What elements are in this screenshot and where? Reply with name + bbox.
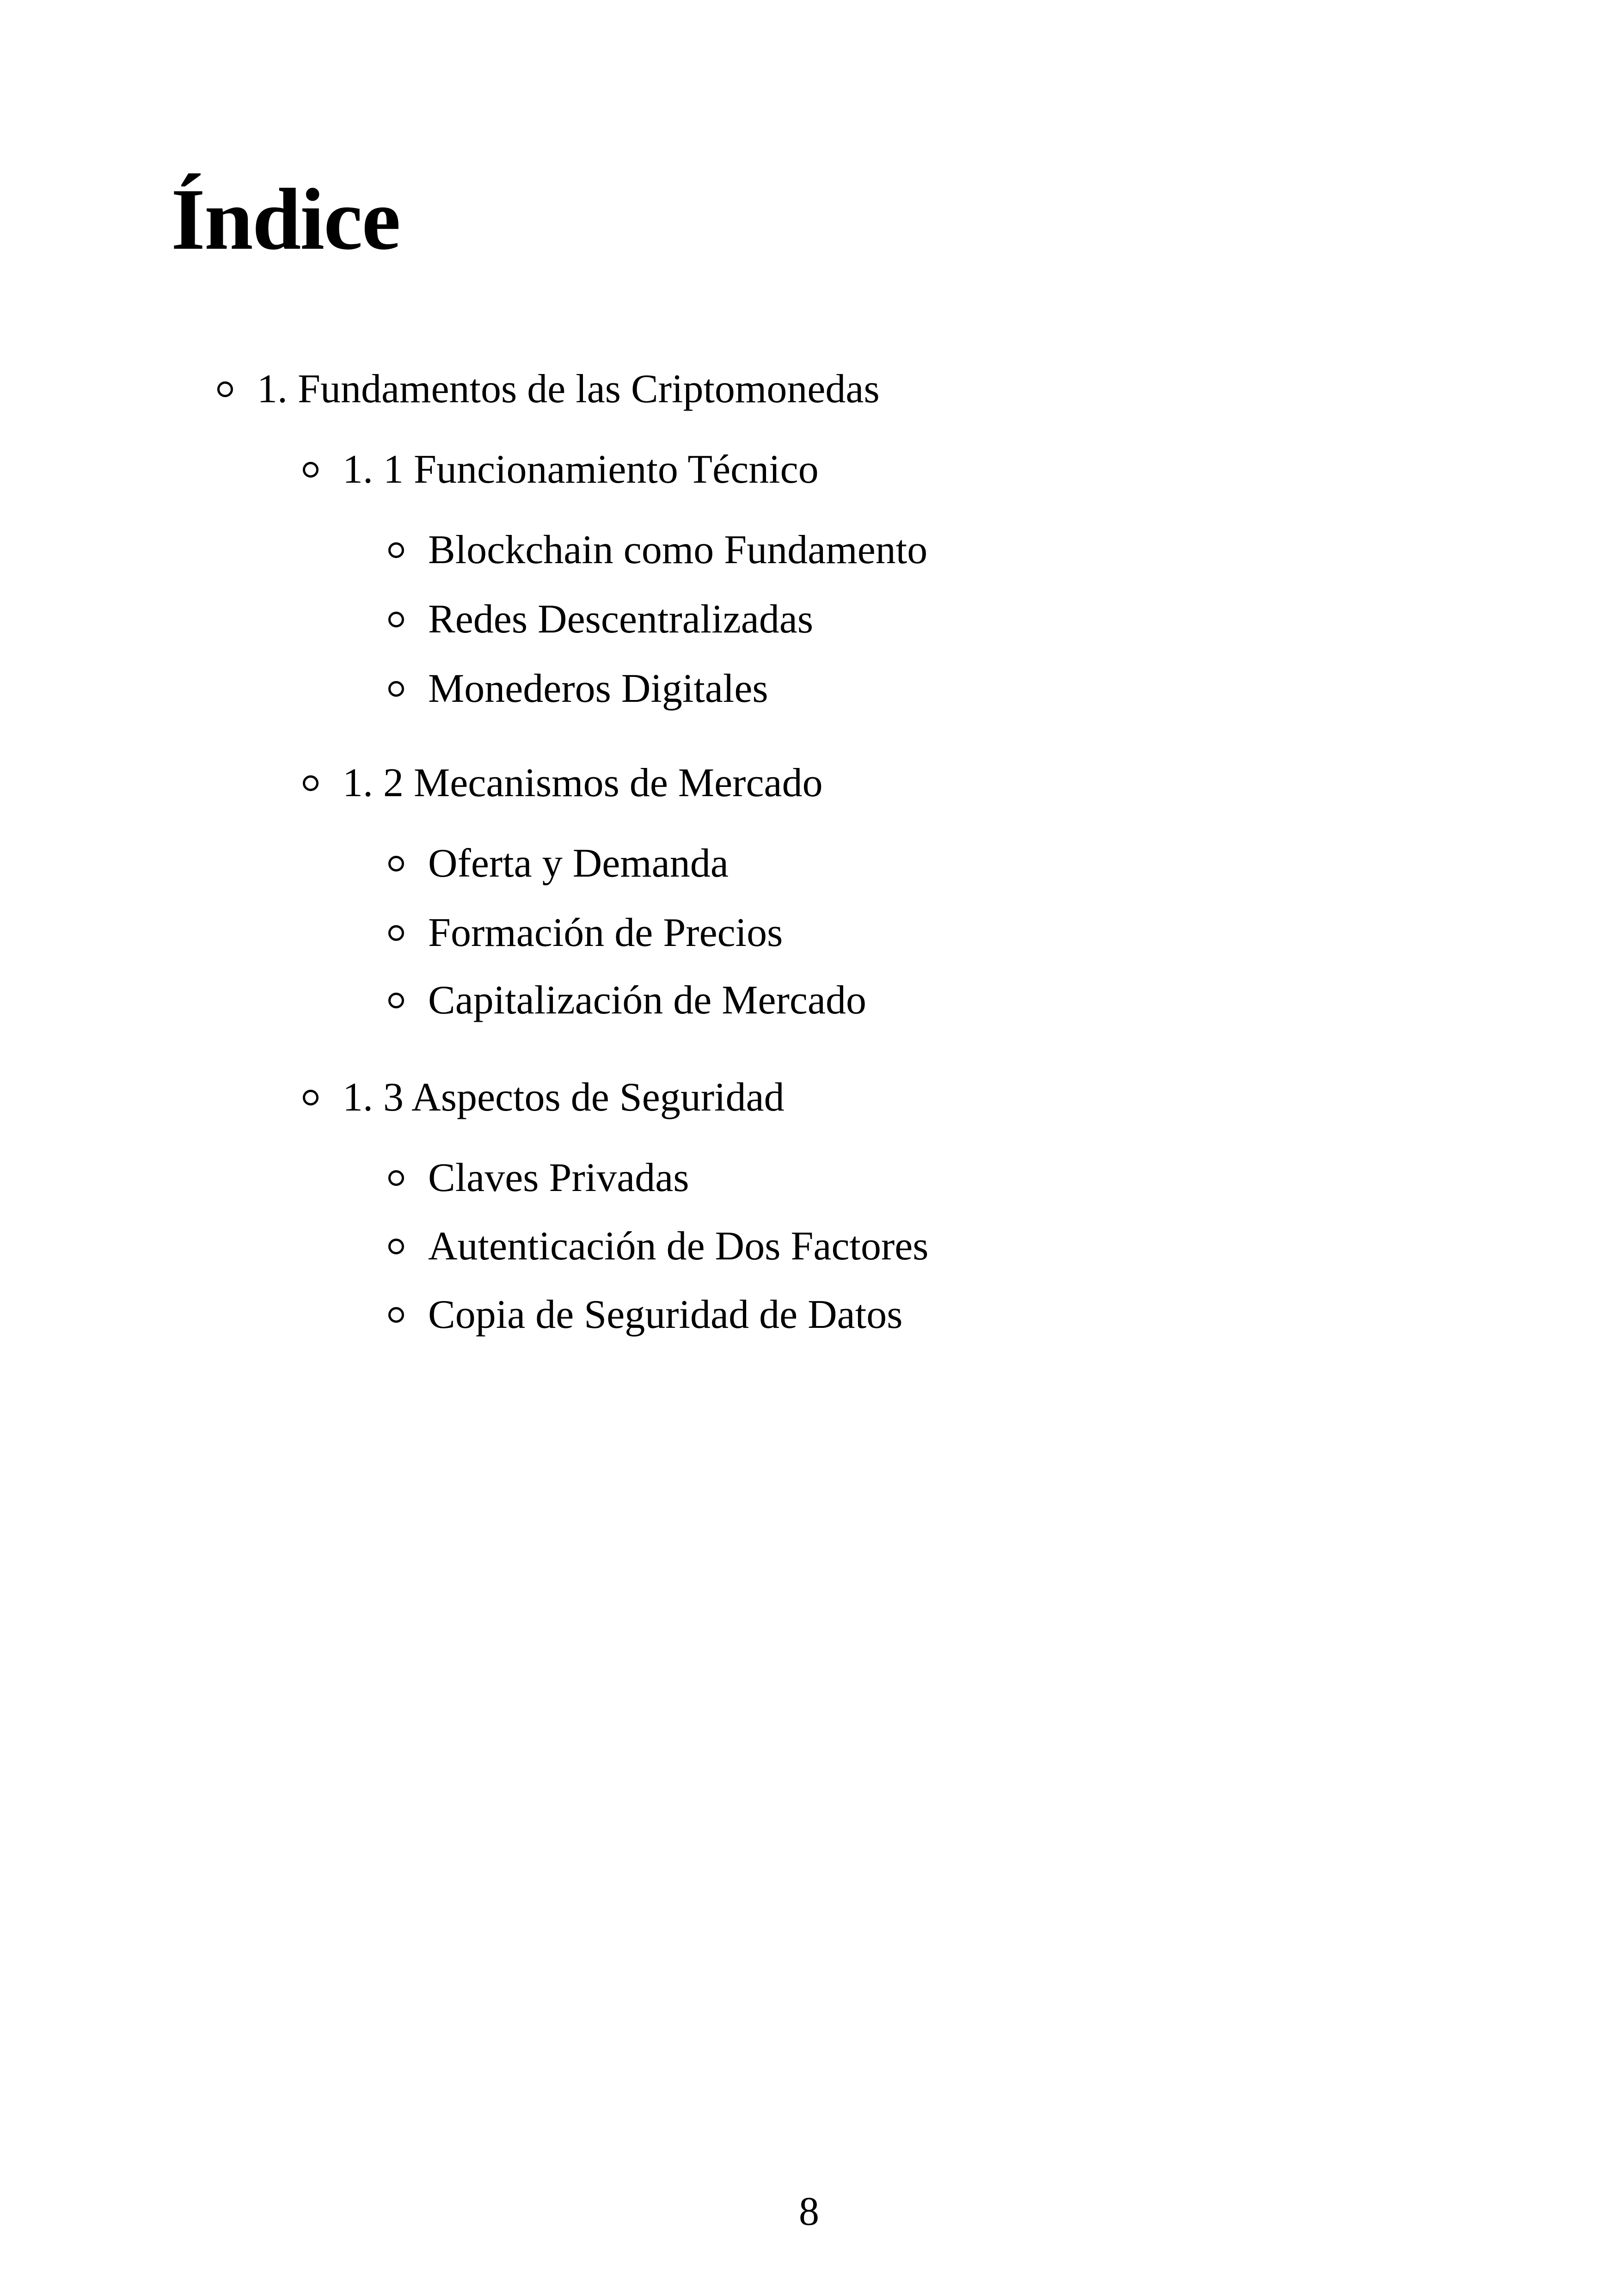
hollow-circle-bullet-icon [303,462,319,478]
toc-item[interactable] [388,666,768,711]
hollow-circle-bullet-icon [303,775,319,791]
toc-item[interactable] [388,910,783,955]
hollow-circle-bullet-icon [388,1239,404,1254]
toc-item-label: Autenticación de Dos Factores [428,1224,929,1269]
toc-item-label: Monederos Digitales [428,666,768,711]
hollow-circle-bullet-icon [388,542,404,558]
hollow-circle-bullet-icon [217,381,233,397]
toc-section-label: 1. 3 Aspectos de Seguridad [343,1075,784,1120]
toc-item[interactable] [388,599,813,640]
toc-item[interactable] [388,1155,689,1200]
toc-chapter-1[interactable] [217,369,880,410]
toc-item[interactable] [388,1226,929,1267]
toc-section-1-2[interactable] [303,763,823,804]
toc-section-label: 1. 2 Mecanismos de Mercado [343,761,823,805]
toc-item-label: Formación de Precios [428,910,783,955]
hollow-circle-bullet-icon [388,925,404,941]
toc-item[interactable] [388,843,729,884]
hollow-circle-bullet-icon [388,993,404,1008]
hollow-circle-bullet-icon [303,1090,319,1105]
toc-section-1-3[interactable] [303,1077,784,1118]
toc-section-label: 1. 1 Funcionamiento Técnico [343,447,819,492]
toc-item-label: Claves Privadas [428,1155,689,1200]
hollow-circle-bullet-icon [388,856,404,872]
hollow-circle-bullet-icon [388,612,404,627]
page-number: 8 [799,2189,819,2234]
hollow-circle-bullet-icon [388,681,404,697]
toc-item-label: Capitalización de Mercado [428,978,867,1023]
toc-section-1-1[interactable] [303,449,819,490]
toc-item-label: Oferta y Demanda [428,841,729,886]
hollow-circle-bullet-icon [388,1170,404,1186]
toc-item-label: Copia de Seguridad de Datos [428,1292,903,1337]
toc-item-label: Redes Descentralizadas [428,597,814,642]
toc-item[interactable] [388,530,927,571]
toc-chapter-label: 1. Fundamentos de las Criptomonedas [257,367,880,411]
toc-item-label: Blockchain como Fundamento [428,528,928,572]
toc-item[interactable] [388,980,866,1021]
toc-item[interactable] [388,1292,903,1337]
page-title: Índice [171,171,400,268]
hollow-circle-bullet-icon [388,1307,404,1323]
